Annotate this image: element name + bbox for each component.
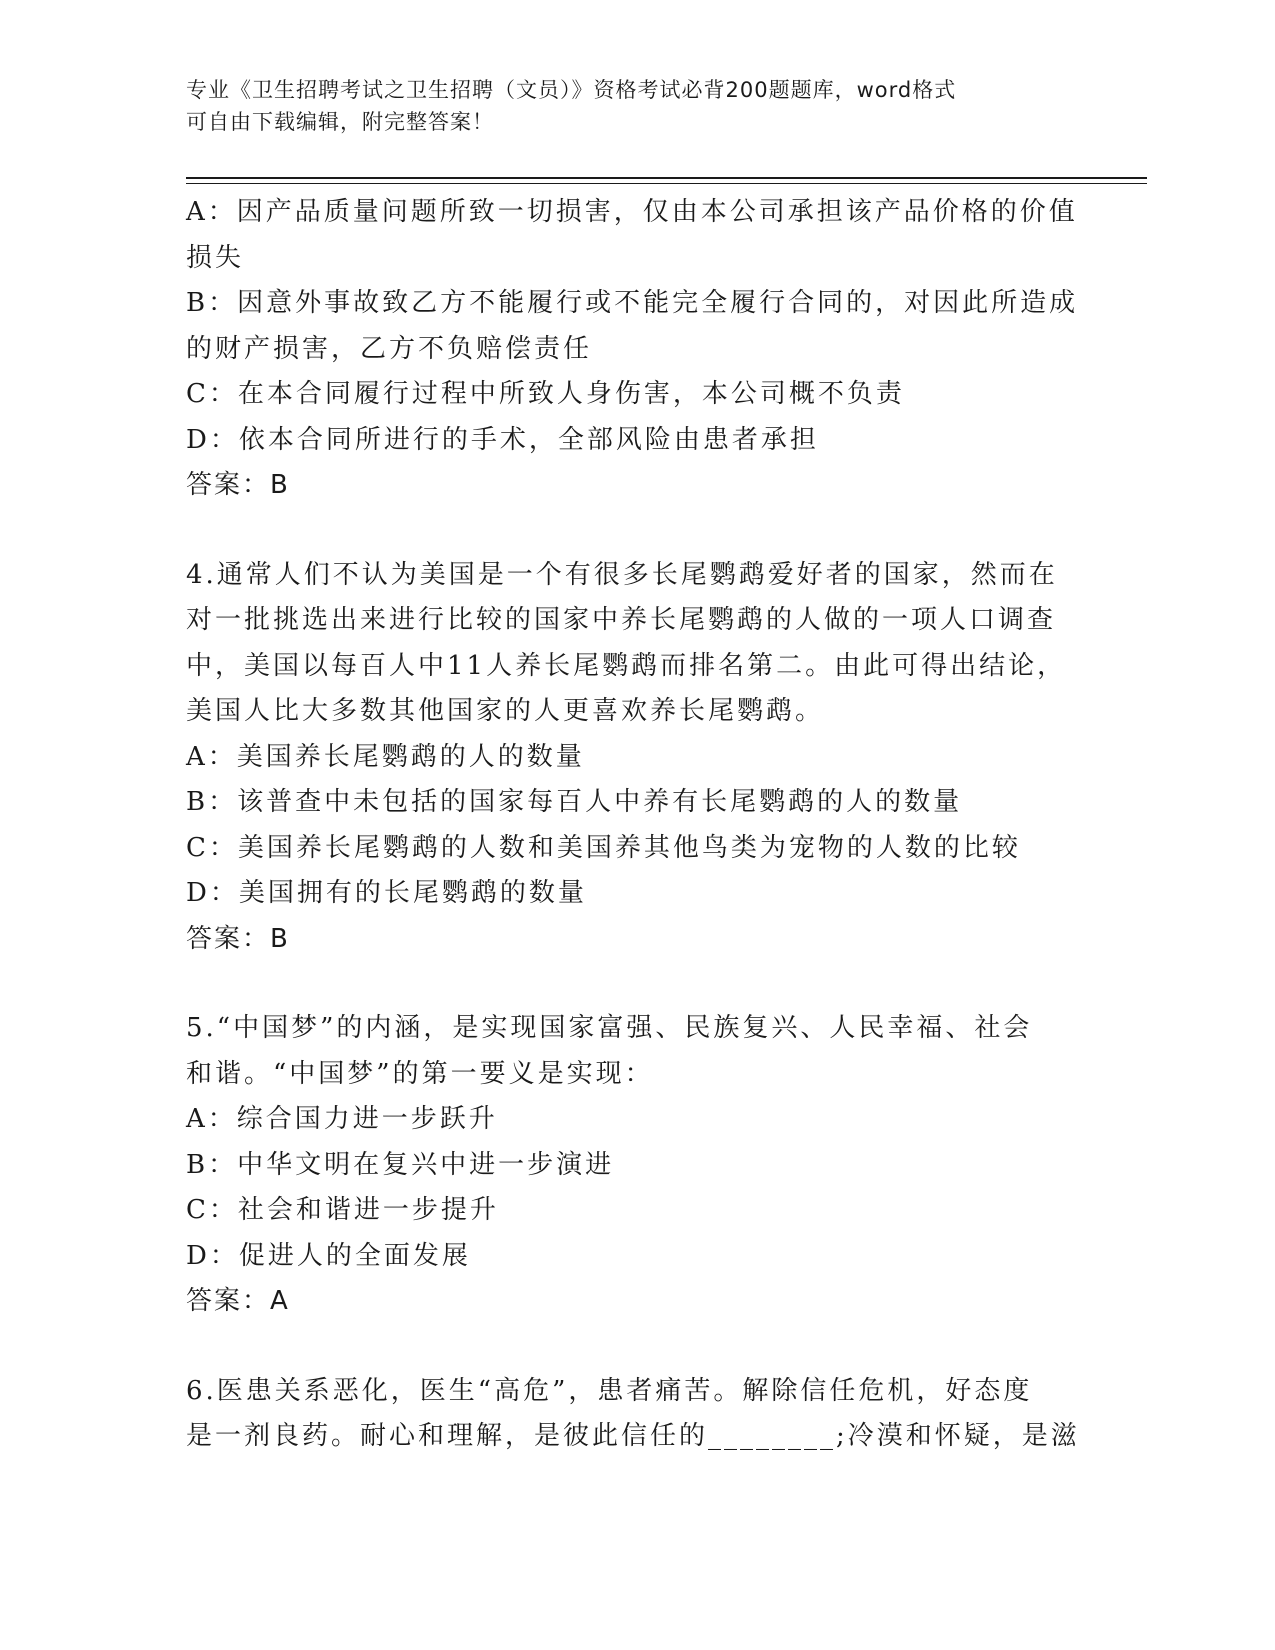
option-text: 的财产损害，乙方不负赔偿责任 — [186, 333, 593, 364]
question-3 — [186, 190, 1086, 509]
option-text: A：因产品质量问题所致一切损害，仅由本公司承担该产品价格的价值 — [186, 197, 1078, 227]
option-text: C：美国养长尾鹦鹉的人数和美国养其他鸟类为宠物的人数的比较 — [186, 832, 1021, 863]
option-text: A：美国养长尾鹦鹉的人的数量 — [186, 741, 585, 772]
header-line-1: 专业《卫生招聘考试之卫生招聘（文员）》资格考试必背200题题库，word格式 — [186, 78, 957, 102]
question-5 — [186, 1006, 1086, 1325]
option-text: A：综合国力进一步跃升 — [186, 1104, 498, 1134]
question-content — [186, 190, 1086, 1460]
header-divider-thin — [186, 183, 1147, 184]
question-stem-line: 对一批挑选出来进行比较的国家中养长尾鹦鹉的人做的一项人口调查 — [186, 605, 1057, 635]
document-header — [186, 74, 1086, 138]
option-text: B：中华文明在复兴中进一步演进 — [186, 1149, 615, 1180]
question-6 — [186, 1369, 1086, 1460]
question-stem-line: 美国人比大多数其他国家的人更喜欢养长尾鹦鹉。 — [186, 696, 825, 726]
option-text: D：美国拥有的长尾鹦鹉的数量 — [186, 878, 587, 908]
question-stem-line: 和谐。“中国梦”的第一要义是实现： — [186, 1058, 654, 1089]
option-text: B：该普查中未包括的国家每百人中养有长尾鹦鹉的人的数量 — [186, 787, 963, 817]
option-text: D：依本合同所进行的手术，全部风险由患者承担 — [186, 424, 819, 455]
option-text: C：社会和谐进一步提升 — [186, 1195, 499, 1225]
option-text: D：促进人的全面发展 — [186, 1240, 471, 1271]
answer-label: 答案：B — [186, 923, 290, 954]
option-text: 损失 — [186, 242, 245, 273]
question-stem-line: 是一剂良药。耐心和理解，是彼此信任的________;冷漠和怀疑，是滋 — [186, 1421, 1080, 1451]
option-text: B：因意外事故致乙方不能履行或不能完全履行合同的，对因此所造成 — [186, 288, 1079, 318]
option-text: C：在本合同履行过程中所致人身伤害，本公司概不负责 — [186, 379, 905, 409]
header-divider-thick — [186, 177, 1147, 179]
question-4 — [186, 553, 1086, 963]
question-stem-line: 4.通常人们不认为美国是一个有很多长尾鹦鹉爱好者的国家，然而在 — [186, 559, 1058, 590]
answer-label: 答案：A — [186, 1286, 290, 1316]
question-stem-line: 5.“中国梦”的内涵，是实现国家富强、民族复兴、人民幸福、社会 — [186, 1013, 1033, 1043]
question-stem-line: 6.医患关系恶化，医生“高危”，患者痛苦。解除信任危机，好态度 — [186, 1375, 1033, 1406]
question-stem-line: 中，美国以每百人中11人养长尾鹦鹉而排名第二。由此可得出结论， — [186, 650, 1067, 681]
answer-label: 答案：B — [186, 470, 290, 500]
header-line-2: 可自由下载编辑，附完整答案！ — [186, 110, 494, 134]
